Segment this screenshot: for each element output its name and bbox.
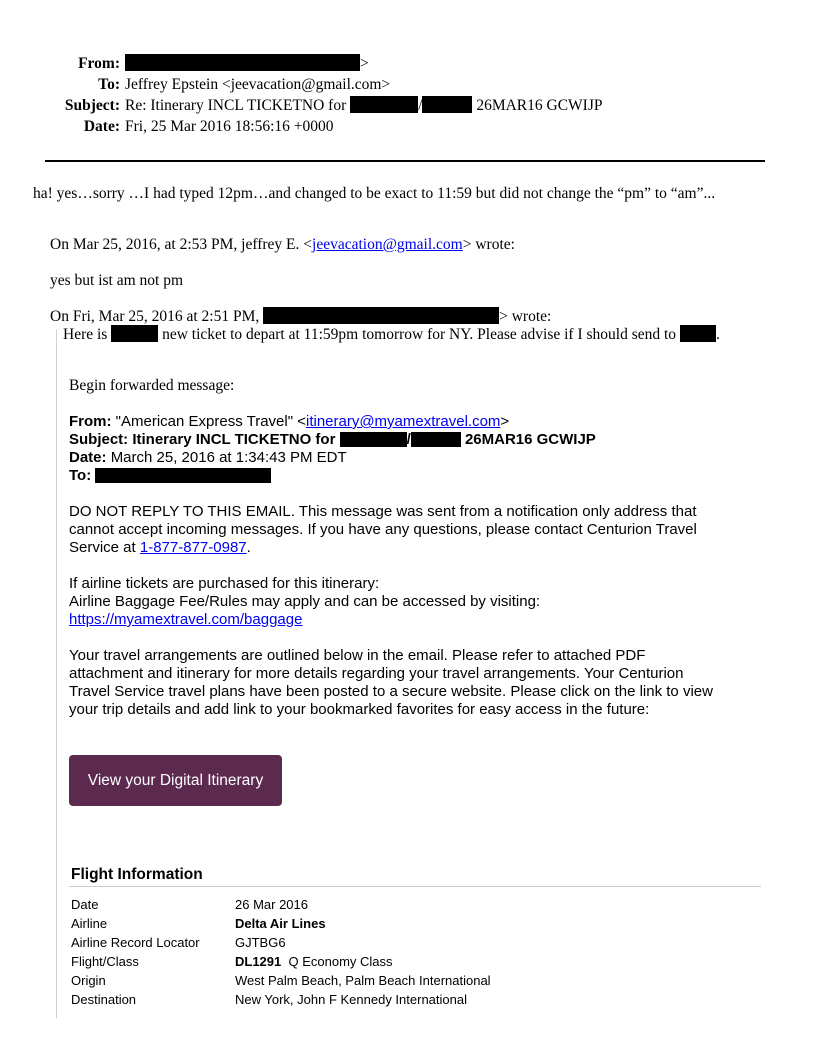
airline-val: Delta Air Lines [235,916,326,931]
travel-arrangements-text: Your travel arrangements are outlined below in the email. Please refer to attached PDF attachment and itinerary for more details regarding your travel arrangements. Your Centurion Travel Service travel plans have been posted to a secure website. Please click on the link to view your trip details and add link to your bookmarked favorites for easy access in the future: [69,647,713,718]
fwd-date-row: Date: March 25, 2016 at 1:34:43 PM EDT [69,449,347,466]
table-row [71,914,491,933]
do-not-reply-notice: DO NOT REPLY TO THIS EMAIL. This message was sent from a notification only address that cannot accept incoming messages. If you have any questions, please contact Centurion Travel Service at 1-877-877-0987. [69,503,697,556]
to-label: To: [98,76,120,93]
class-val: DL1291 Q Economy Class [235,954,393,969]
destination-key: Destination [71,992,137,1007]
quote-bar [56,330,57,1018]
forward-note: Here is new ticket to depart at 11:59pm tomorrow for NY. Please advise if I should send to . [63,326,720,343]
table-row [71,952,491,971]
redacted-name-1 [350,96,418,113]
table-row [71,971,491,990]
redacted-name-2 [422,96,472,113]
reply-yes: yes but ist am not pm [50,272,184,289]
date-label: Date: [83,118,120,135]
to-value: Jeffrey Epstein <jeevacation@gmail.com> [125,76,391,93]
redacted-sender [125,54,360,71]
date-val: 26 Mar 2016 [235,897,308,912]
reply-body: ha! yes…sorry …I had typed 12pm…and changed to be exact to 11:59 but did not change the “pm” to “am”... [33,185,716,202]
baggage-link[interactable]: https://myamextravel.com/baggage [69,611,303,628]
redacted-name-5 [340,432,407,447]
table-row [71,990,491,1009]
fwd-subject-row: Subject: Itinerary INCL TICKETNO for / 26MAR16 GCWIJP [69,431,596,448]
locator-key: Airline Record Locator [71,935,200,950]
class-key: Flight/Class [71,954,139,969]
subject-value: Re: Itinerary INCL TICKETNO for [125,97,347,114]
jeevacation-email-link[interactable]: jeevacation@gmail.com [312,236,463,253]
begin-forwarded: Begin forwarded message: [69,377,235,394]
table-row [71,933,491,952]
flight-info-divider [69,886,761,887]
from-label: From: [78,55,120,72]
redacted-sender-2 [263,307,499,324]
date-key: Date [71,897,99,912]
amex-email-link[interactable]: itinerary@myamextravel.com [305,413,501,430]
flight-info-table [71,895,491,1009]
quote-attribution-2: On Fri, Mar 25, 2016 at 2:51 PM, > wrote: [50,308,552,325]
quote-attribution-1: On Mar 25, 2016, at 2:53 PM, jeffrey E. <jeevacation@gmail.com> wrote: [50,236,515,253]
origin-key: Origin [71,973,106,988]
subject-label: Subject: [64,97,120,114]
forwarded-header [69,413,596,485]
view-digital-itinerary-button[interactable]: View your Digital Itinerary [69,755,282,806]
redacted-recipient [95,468,271,483]
table-row [71,895,491,914]
fwd-from-row: From: "American Express Travel" <itinerary@myamextravel.com> [69,413,510,430]
origin-val: West Palm Beach, Palm Beach International [235,973,491,988]
redacted-name-4 [680,325,716,342]
redacted-name-6 [411,432,461,447]
destination-val: New York, John F Kennedy International [235,992,467,1007]
locator-val: GJTBG6 [235,935,286,950]
date-value: Fri, 25 Mar 2016 18:56:16 +0000 [125,118,334,135]
phone-link[interactable]: 1-877-877-0987 [139,539,247,556]
redacted-name-3 [111,325,158,342]
airline-key: Airline [71,916,108,931]
baggage-notice: If airline tickets are purchased for this itinerary: Airline Baggage Fee/Rules may apply and can be accessed by visiting: https://myamextravel.com/baggage [69,575,541,628]
flight-info-title: Flight Information [71,866,203,883]
fwd-to-row: To: [69,467,596,485]
header-separator [45,160,765,162]
